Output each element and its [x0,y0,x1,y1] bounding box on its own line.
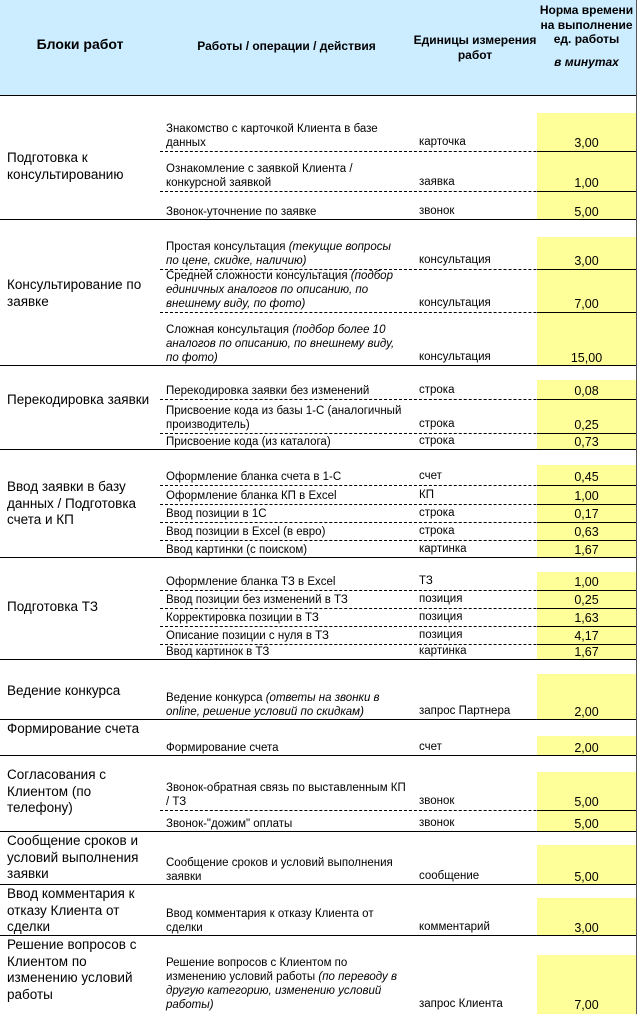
operation-cell [166,907,406,935]
operation-cell [166,543,406,557]
table-row [160,607,636,625]
norm-value: 0,63 [574,525,599,539]
block-name: Подготовка к консультированию [7,150,124,182]
operation-text: Ввод позиции в 1С [166,508,267,520]
operation-cell [166,525,406,539]
norm-value: 3,00 [574,921,599,935]
operation-text: Ввод комментария к отказу Клиента от сделки [166,908,374,934]
operation-text: Простая консультация [166,241,286,253]
block-name: Сообщение сроков и условий выполнения заявки [7,833,139,881]
operation-cell [166,781,406,809]
operation-cell [166,404,406,432]
operation-cell [166,817,406,831]
operation-text: Средней сложности консультация [166,270,348,282]
operation-text: Оформление бланка ТЗ в Excel [166,576,336,588]
table-row [160,190,636,219]
block-name: Ведение конкурса [7,683,121,698]
block-name: Формирование счета [7,721,140,736]
unit-cell: звонок [419,795,455,807]
unit-cell: строка [419,384,455,396]
operation-text: Ввод картинки (с поиском) [166,544,308,556]
table-row [160,539,636,557]
header-units: Единицы измерения работ [413,33,537,62]
operation-cell [166,956,406,1012]
norm-value: 0,08 [574,384,599,398]
block-name: Консультирование по заявке [7,277,142,309]
operation-text: Присвоение кода (из каталога) [166,436,331,448]
norm-value: 2,00 [574,705,599,719]
norm-value: 5,00 [574,870,599,884]
table-row [160,365,636,398]
table-row [160,503,636,521]
operation-cell [166,856,406,884]
table-row [160,643,636,659]
norm-value: 5,00 [574,205,599,219]
norm-value: 3,00 [574,254,599,268]
operation-cell [166,122,406,150]
table-row [160,311,636,365]
operation-cell [166,593,406,607]
table-row [160,659,636,719]
header-norm [537,3,636,69]
unit-cell: консультация [419,254,491,266]
unit-cell: звонок [419,817,455,829]
unit-cell: сообщение [419,870,480,882]
operation-text: Описание позиции с нуля в ТЗ [166,630,329,642]
operation-cell [166,629,406,643]
norm-value: 2,00 [574,741,599,755]
norm-value: 1,67 [574,543,599,557]
unit-cell: позиция [419,593,463,605]
unit-cell: строка [419,507,455,519]
table-row [160,398,636,432]
operation-cell [166,645,406,659]
operation-note: (текущие вопросы по цене, скидке, наличию) [166,241,391,267]
norm-value: 7,00 [574,998,599,1012]
norm-value: 1,00 [574,575,599,589]
norm-value: 0,17 [574,507,599,521]
table-row [160,95,636,150]
table-row [160,557,636,589]
operation-cell [166,575,406,589]
unit-cell: карточка [419,136,466,148]
unit-cell: позиция [419,611,463,623]
operation-text: Корректировка позиции в ТЗ [166,612,319,624]
table-row [160,219,636,268]
table-row [160,831,636,884]
block-name: Ввод заявки в базу данных / Подготовка счета и КП [7,479,137,527]
table-row [160,935,636,1012]
operation-cell [166,384,406,398]
unit-cell: запрос Партнера [419,705,511,717]
header-norm-unit: в минутах [554,54,619,69]
norm-value: 4,17 [574,629,599,643]
norm-value: 15,00 [570,351,603,365]
operation-note: (ответы на звонки в online, решение условий по скидкам) [166,692,380,718]
header-norm-title: Норма времени на выполнение ед. работы [539,3,634,46]
block-name: Согласования с Клиентом (по телефону) [7,767,107,815]
header-operations: Работы / операции / действия [197,39,376,53]
unit-cell: картинка [419,645,467,657]
unit-cell: консультация [419,297,491,309]
operation-text: Оформление бланка КП в Excel [166,490,337,502]
block-name: Ввод комментария к отказу Клиента от сделки [7,886,135,934]
operation-text: Ввод позиции в Excel (в евро) [166,526,326,538]
operation-text: Ознакомление с заявкой Клиента / конкурсной заявкой [166,163,353,189]
table-row [160,521,636,539]
norm-value: 5,00 [574,817,599,831]
table-row [160,719,636,755]
table-header [0,0,636,95]
operation-cell [166,269,406,311]
norm-value: 3,00 [574,136,599,150]
unit-cell: КП [419,489,434,501]
operation-text: Ввод позиции без изменений в ТЗ [166,594,348,606]
operation-text: Решение вопросов с Клиентом по изменению условий работы [166,957,348,983]
unit-cell: ТЗ [419,575,433,587]
table-row [160,809,636,831]
operation-text: Ведение конкурса [166,692,263,704]
operation-text: Сложная консультация [166,324,290,336]
operation-text: Ввод картинок в ТЗ [166,646,270,658]
operation-text: Сообщение сроков и условий выполнения заявки [166,857,393,883]
unit-cell: позиция [419,629,463,641]
table-row [160,150,636,190]
unit-cell: счет [419,741,442,753]
operation-note: (подбор более 10 аналогов по описанию, по внешнему виду, по фото) [166,324,395,364]
operation-cell [166,470,406,484]
operation-text: Оформление бланка счета в 1-С [166,471,342,483]
unit-cell: комментарий [419,921,490,933]
norm-value: 1,63 [574,611,599,625]
operation-note: (по переводу в другую категорию, изменению условий работы) [166,971,397,1011]
operation-cell [166,611,406,625]
operation-cell [166,507,406,521]
unit-cell: консультация [419,351,491,363]
table-row [160,484,636,503]
block-name: Перекодировка заявки [7,392,150,407]
operation-text: Звонок-"дожим" оплаты [166,818,293,830]
operation-cell [166,435,406,449]
norm-value: 1,00 [574,489,599,503]
operation-cell [166,691,406,719]
unit-cell: звонок [419,205,455,217]
unit-cell: картинка [419,543,467,555]
norm-value: 5,00 [574,795,599,809]
norm-value: 0,25 [574,418,599,432]
table-row [160,625,636,643]
operation-text: Звонок-обратная связь по выставленным КП / ТЗ [166,782,406,808]
operation-text: Присвоение кода из базы 1-С (аналогичный производитель) [166,405,402,431]
block-name: Решение вопросов с Клиентом по изменению условий работы [7,937,137,1002]
unit-cell: заявка [419,176,455,188]
operation-text: Знакомство с карточкой Клиента в базе данных [166,123,378,149]
operation-cell [166,205,406,219]
table-row [160,449,636,484]
unit-cell: строка [419,418,455,430]
table-row [160,432,636,449]
table-row [160,589,636,607]
operation-text: Перекодировка заявки без изменений [166,385,370,397]
operation-cell [166,323,406,365]
operation-cell [166,489,406,503]
norm-value: 1,00 [574,176,599,190]
table-row [160,755,636,809]
unit-cell: строка [419,525,455,537]
right-border [636,0,637,1014]
header-blocks: Блоки работ [36,36,124,52]
operation-cell [166,741,406,755]
operation-text: Формирование счета [166,742,279,754]
operation-cell [166,240,406,268]
operation-text: Звонок-уточнение по заявке [166,206,317,218]
block-name: Подготовка ТЗ [7,599,99,614]
norm-value: 0,45 [574,470,599,484]
unit-cell: запрос Клиента [419,998,503,1010]
table-row [160,268,636,311]
operation-cell [166,162,406,190]
table-row [160,884,636,935]
unit-cell: счет [419,470,442,482]
norm-value: 1,67 [574,645,599,659]
norm-value: 0,25 [574,593,599,607]
operation-note: (подбор единичных аналогов по описанию, по внешнему виду, по фото) [166,270,393,310]
norm-value: 7,00 [574,297,599,311]
unit-cell: строка [419,435,455,447]
norm-value: 0,73 [574,435,599,449]
